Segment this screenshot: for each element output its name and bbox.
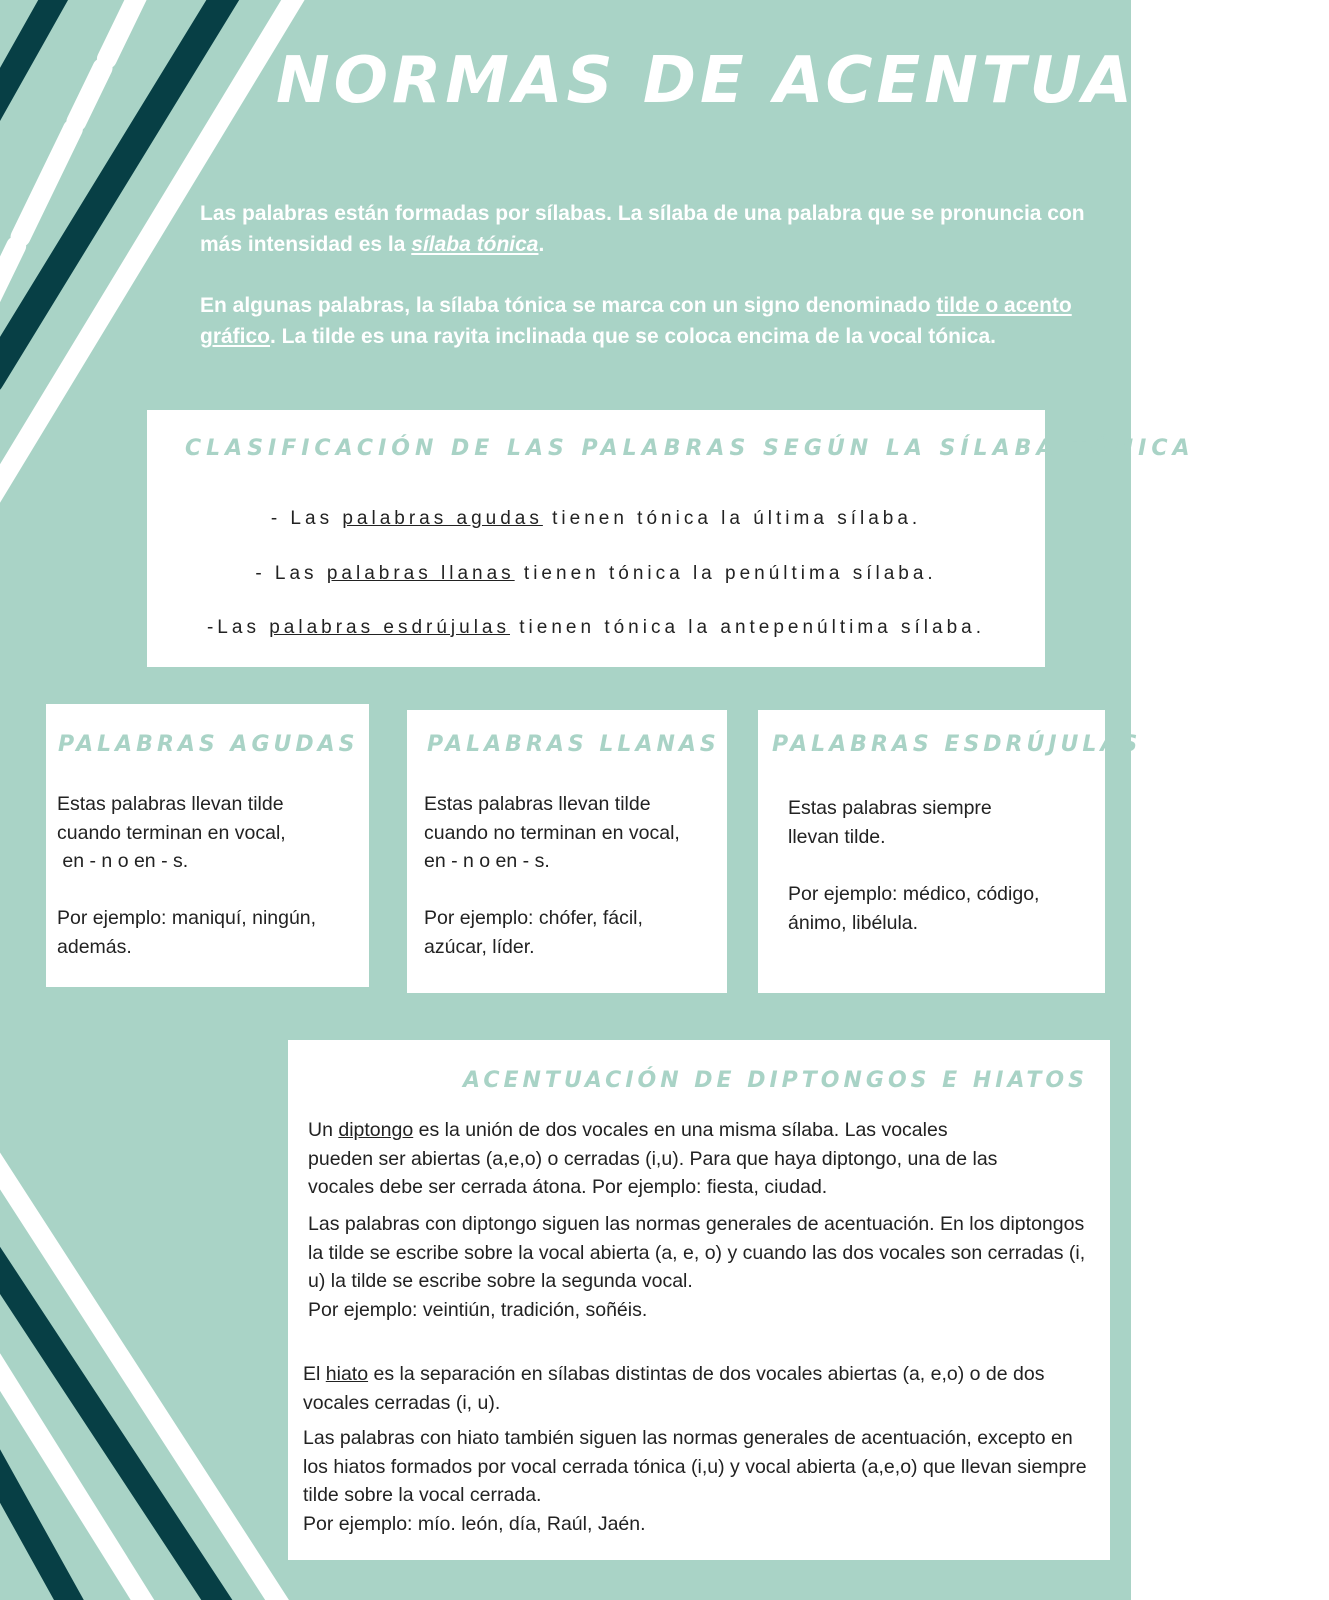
page-title: NORMAS DE ACENTUACIÓN (276, 44, 1329, 118)
dip-text: es la unión de dos vocales en una misma sílaba. Las vocales pueden ser abiertas (a,e,o) o cerradas (i,u). Para que haya diptongo, una de las vocales debe ser cerrada átona. Por ejemplo: fiesta, ciudad. (308, 1119, 998, 1198)
rule-prefix: - Las (270, 508, 343, 529)
esdrujulas-example (788, 880, 1039, 937)
hiato-definition (303, 1360, 1098, 1417)
esdrujulas-rule (788, 794, 992, 851)
agudas-rule-line: en - n o en - s. (57, 850, 189, 872)
diptongos-heading: ACENTUACIÓN DE DIPTONGOS E HIATOS (463, 1068, 1088, 1093)
agudas-example-line: además. (57, 935, 132, 958)
rule-term: palabras esdrújulas (269, 617, 510, 638)
llanas-example (424, 904, 643, 961)
dip-text: Las palabras con hiato también siguen las normas generales de acentuación, excepto en los hiatos formados por vocal cerrada tónica (i,u) y vocal abierta (a,e,o) que llevan siempre tilde sobre la vocal cerrada. (303, 1427, 1087, 1506)
llanas-rule-line: cuando no terminan en vocal, (424, 821, 680, 844)
rule-prefix: -Las (206, 617, 270, 638)
intro-p1-end: . (538, 233, 545, 256)
rule-prefix: - Las (255, 563, 327, 584)
rule-term: palabras agudas (342, 508, 543, 529)
bottom-left-stripes (0, 1140, 290, 1600)
rule-llanas (147, 563, 1045, 585)
classification-card (147, 410, 1195, 667)
agudas-rule-line: Estas palabras llevan tilde (57, 793, 284, 815)
dip-example: Por ejemplo: veintiún, tradición, soñéis. (308, 1298, 648, 1321)
esdrujulas-card (758, 710, 1142, 993)
dip-text: El (303, 1363, 326, 1385)
rule-agudas (147, 508, 1045, 530)
agudas-example (57, 904, 316, 961)
agudas-heading: PALABRAS AGUDAS (58, 732, 359, 757)
llanas-card (407, 710, 727, 993)
dip-example: Por ejemplo: mío. león, día, Raúl, Jaén. (303, 1512, 646, 1535)
classification-heading: CLASIFICACIÓN DE LAS PALABRAS SEGÚN LA SÍLABA TÓNICA (185, 436, 1195, 461)
silaba-tonica-term: sílaba tónica (411, 233, 539, 256)
hiato-term: hiato (325, 1363, 369, 1385)
agudas-rule (57, 790, 286, 876)
esdrujulas-heading: PALABRAS ESDRÚJULAS (772, 732, 1142, 757)
agudas-example-line: Por ejemplo: maniquí, ningún, (57, 907, 317, 929)
diptongo-rule (308, 1210, 1098, 1324)
diptongos-card (288, 1040, 1110, 1560)
rule-term: palabras llanas (326, 563, 515, 584)
hiato-rule (303, 1424, 1098, 1538)
llanas-example-line: Por ejemplo: chófer, fácil, (424, 907, 643, 929)
rule-suffix: tienen tónica la penúltima sílaba. (514, 563, 937, 584)
llanas-example-line: azúcar, líder. (424, 935, 535, 958)
rule-esdrujulas (147, 617, 1045, 639)
esdrujulas-rule-line: Estas palabras siempre (788, 797, 992, 819)
dip-text: Un (308, 1119, 339, 1141)
intro-p2-text: En algunas palabras, la sílaba tónica se marca con un signo denominado (200, 294, 937, 317)
llanas-heading: PALABRAS LLANAS (427, 732, 720, 757)
llanas-rule-line: en - n o en - s. (424, 850, 550, 872)
dip-text: es la separación en sílabas distintas de dos vocales abiertas (a, e,o) o de dos vocales cerradas (i, u). (303, 1363, 1045, 1414)
intro-paragraph-1 (200, 198, 1112, 260)
intro-p2-end: . La tilde es una rayita inclinada que se coloca encima de la vocal tónica. (270, 325, 996, 348)
agudas-card (46, 704, 369, 987)
dip-text: Las palabras con diptongo siguen las normas generales de acentuación. En los diptongos la tilde se escribe sobre la vocal abierta (a, e, o) y cuando las dos vocales son cerradas (i, u) la tilde se escribe sobre la segunda vocal. (308, 1213, 1086, 1292)
esdrujulas-example-line: ánimo, libélula. (788, 911, 919, 934)
esdrujulas-rule-line: llevan tilde. (788, 825, 886, 848)
diptongo-definition (308, 1116, 1008, 1202)
rule-suffix: tienen tónica la antepenúltima sílaba. (510, 617, 985, 638)
esdrujulas-example-line: Por ejemplo: médico, código, (788, 883, 1040, 905)
llanas-rule (424, 790, 680, 876)
llanas-rule-line: Estas palabras llevan tilde (424, 793, 651, 815)
intro-paragraph-2 (200, 290, 1112, 352)
diptongo-term: diptongo (338, 1119, 414, 1141)
rule-suffix: tienen tónica la última sílaba. (542, 508, 922, 529)
agudas-rule-line: cuando terminan en vocal, (57, 821, 286, 844)
intro-p1-text: Las palabras están formadas por sílabas. La sílaba de una palabra que se pronuncia con más intensidad es la (200, 202, 1085, 256)
tilde-term: tilde o acento gráfico (200, 294, 1072, 348)
